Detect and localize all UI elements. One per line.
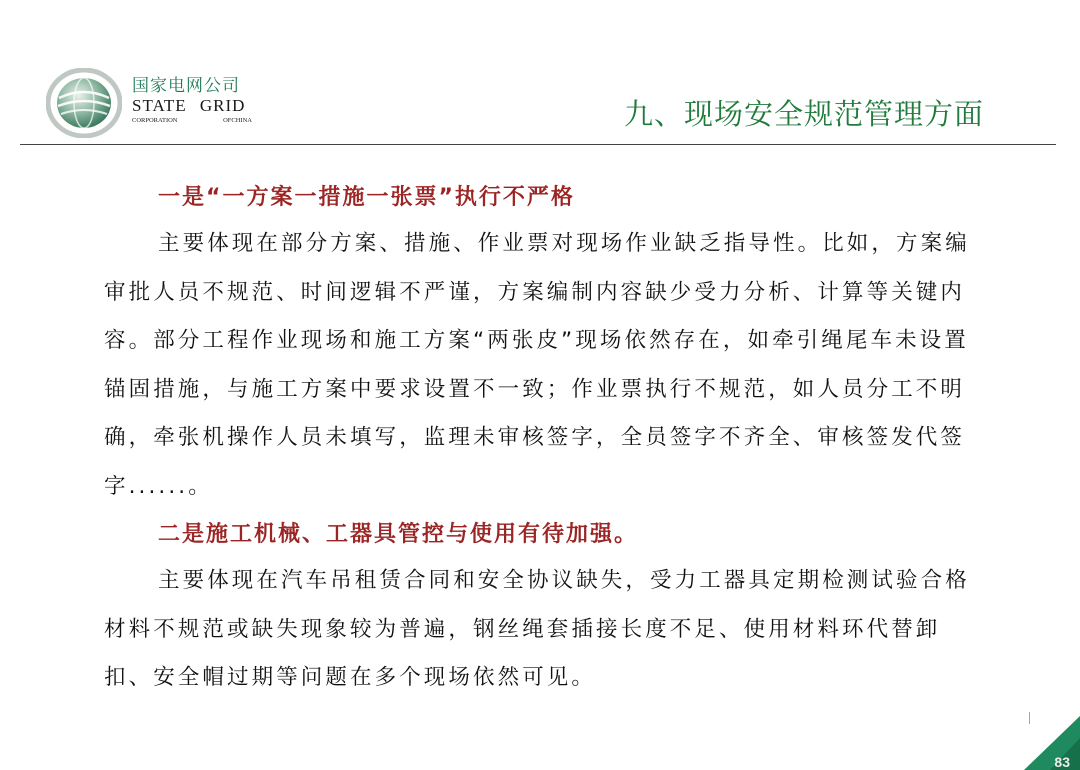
section-heading-1: 一是“一方案一措施一张票”执行不严格 xyxy=(158,185,575,210)
page-title: 九、现场安全规范管理方面 xyxy=(623,97,984,131)
page-number: 83 xyxy=(1054,754,1070,770)
section-body-2: 主要体现在汽车吊租赁合同和安全协议缺失，受力工器具定期检测试验合格材料不规范或缺失现象较为普遍，钢丝绳套插接长度不足、使用材料环代替卸扣、安全帽过期等问题在多个现场依然可见。 xyxy=(104,568,970,690)
state-grid-logo-icon xyxy=(46,68,122,138)
corner-triangle-decoration xyxy=(1020,708,1080,770)
logo-name-en: STATE GRID xyxy=(132,96,246,115)
header-divider xyxy=(20,144,1056,145)
section-body-1: 主要体现在部分方案、措施、作业票对现场作业缺乏指导性。比如，方案编审批人员不规范、时间逻辑不严谨，方案编制内容缺少受力分析、计算等关键内容。部分工程作业现场和施工方案“两张皮”现场依然存在，如牵引绳尾车未设置锚固措施，与施工方案中要求设置不一致；作业票执行不规范，如人员分工不明确，牵张机操作人员未填写，监理未审核签字，全员签字不齐全、审核签发代签字......。 xyxy=(104,231,970,499)
slide-header xyxy=(0,0,1080,146)
logo-name-cn: 国家电网公司 xyxy=(132,76,240,96)
logo-subtitle xyxy=(132,116,252,125)
section-heading-2: 二是施工机械、工器具管控与使用有待加强。 xyxy=(158,522,639,547)
logo-sub-right: OFCHINA xyxy=(223,117,252,124)
logo-wordmark xyxy=(132,76,252,125)
slide-content xyxy=(104,176,984,703)
logo-sub-left: CORPORATION xyxy=(132,117,178,124)
